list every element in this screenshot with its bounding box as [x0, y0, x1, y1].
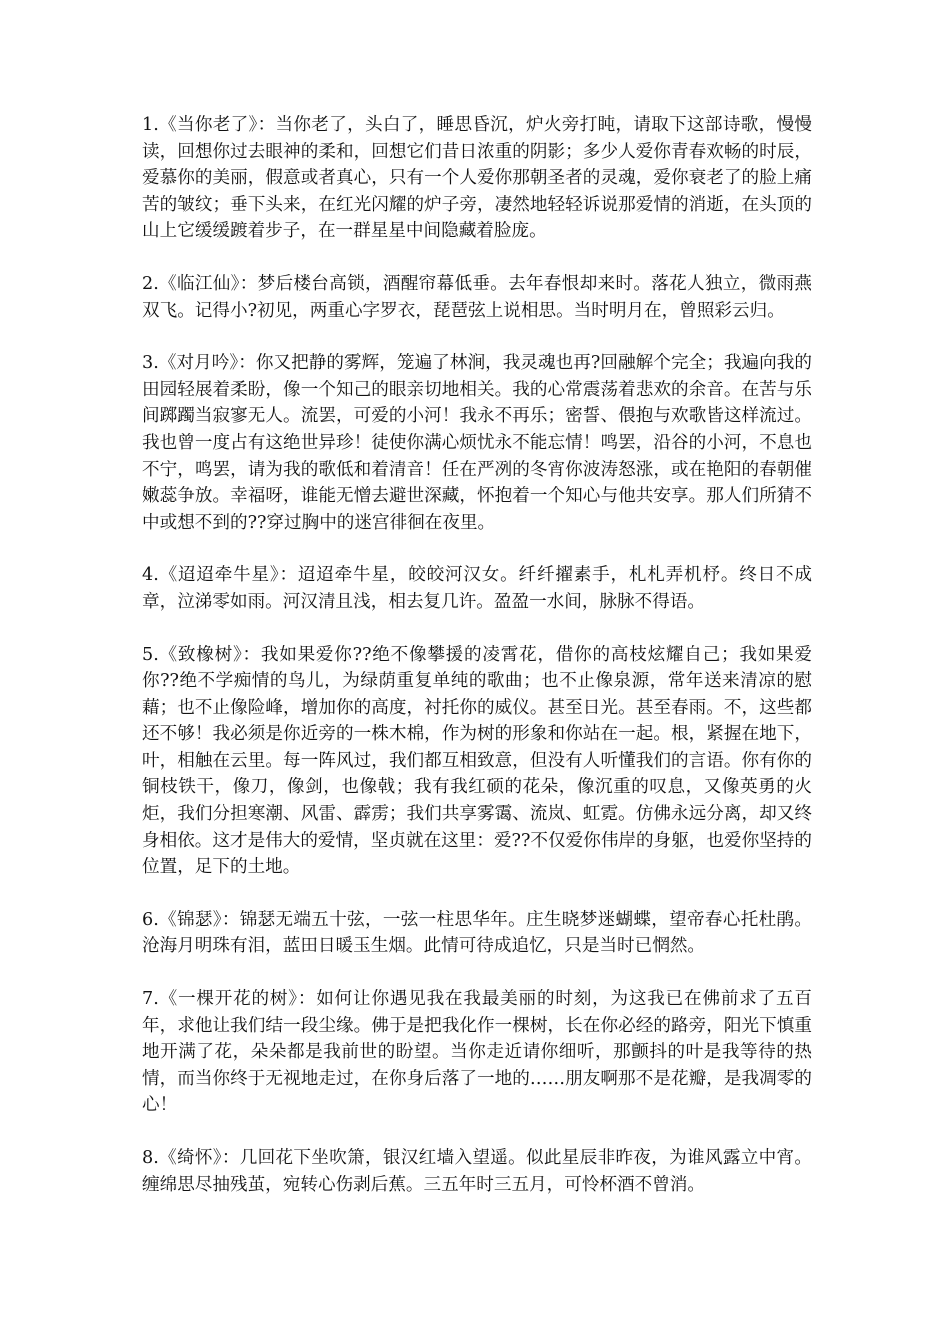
poem-paragraph-4: 4.《迢迢牵牛星》：迢迢牵牛星，皎皎河汉女。纤纤擢素手，札札弄机杼。终日不成章，泣涕零如雨。河汉清且浅，相去复几许。盈盈一水间，脉脉不得语。 — [142, 565, 812, 612]
poem-paragraph-6: 6.《锦瑟》：锦瑟无端五十弦，一弦一柱思华年。庄生晓梦迷蝴蝶，望帝春心托杜鹃。沧海月明珠有泪，蓝田日暖玉生烟。此情可待成追忆，只是当时已惘然。 — [142, 909, 812, 957]
poem-paragraph-8: 8.《绮怀》：几回花下坐吹箫，银汉红墙入望遥。似此星辰非昨夜，为谁风露立中宵。缠绵思尽抽残茧，宛转心伤剥后蕉。三五年时三五月，可怜杯酒不曾消。 — [142, 1148, 812, 1195]
document-body — [142, 112, 812, 1224]
poem-paragraph-7: 7.《一棵开花的树》：如何让你遇见我在我最美丽的时刻，为这我已在佛前求了五百年，求他让我们结一段尘缘。佛于是把我化作一棵树，长在你必经的路旁，阳光下慎重地开满了花，朵朵都是我前世的盼望。当你走近请你细听，那颤抖的叶是我等待的热情，而当你终于无视地走过，在你身后落了一地的……朋友啊那不是花瓣，是我凋零的心！ — [142, 989, 812, 1116]
poem-paragraph-1: 1.《当你老了》：当你老了，头白了，睡思昏沉，炉火旁打盹，请取下这部诗歌，慢慢读，回想你过去眼神的柔和，回想它们昔日浓重的阴影；多少人爱你青春欢畅的时辰，爱慕你的美丽，假意或者真心，只有一个人爱你那朝圣者的灵魂，爱你衰老了的脸上痛苦的皱纹；垂下头来，在红光闪耀的炉子旁，凄然地轻轻诉说那爱情的消逝，在头顶的山上它缓缓踱着步子，在一群星星中间隐藏着脸庞。 — [142, 115, 812, 242]
poem-paragraph-3: 3.《对月吟》：你又把静的雾辉，笼遍了林涧，我灵魂也再?回融解个完全；我遍向我的田园轻展着柔盼，像一个知己的眼亲切地相关。我的心常震荡着悲欢的余音。在苦与乐间踯躅当寂寥无人。流罢，可爱的小河！我永不再乐；密誓、偎抱与欢歌皆这样流过。我也曾一度占有这绝世异珍！徒使你满心烦忧永不能忘情！鸣罢，沿谷的小河，不息也不宁，鸣罢，请为我的歌低和着清音！任在严冽的冬宵你波涛怒涨，或在艳阳的春朝催嫩蕊争放。幸福呀，谁能无憎去避世深藏，怀抱着一个知心与他共安享。那人们所猜不中或想不到的??穿过胸中的迷宫徘徊在夜里。 — [142, 353, 812, 533]
poem-paragraph-5: 5.《致橡树》：我如果爱你??绝不像攀援的凌霄花，借你的高枝炫耀自己；我如果爱你??绝不学痴情的鸟儿，为绿荫重复单纯的歌曲；也不止像泉源，常年送来清凉的慰藉；也不止像险峰，增加你的高度，衬托你的威仪。甚至日光。甚至春雨。不，这些都还不够！我必须是你近旁的一株木棉，作为树的形象和你站在一起。根，紧握在地下，叶，相触在云里。每一阵风过，我们都互相致意，但没有人听懂我们的言语。你有你的铜枝铁干，像刀，像剑，也像戟；我有我红硕的花朵，像沉重的叹息，又像英勇的火炬，我们分担寒潮、风雷、霹雳；我们共享雾霭、流岚、虹霓。仿佛永远分离，却又终身相依。这才是伟大的爱情，坚贞就在这里：爱??不仅爱你伟岸的身躯，也爱你坚持的位置，足下的土地。 — [142, 644, 812, 878]
poem-paragraph-2: 2.《临江仙》：梦后楼台高锁，酒醒帘幕低垂。去年春恨却来时。落花人独立，微雨燕双飞。记得小?初见，两重心字罗衣，琵琶弦上说相思。当时明月在，曾照彩云归。 — [142, 273, 812, 321]
